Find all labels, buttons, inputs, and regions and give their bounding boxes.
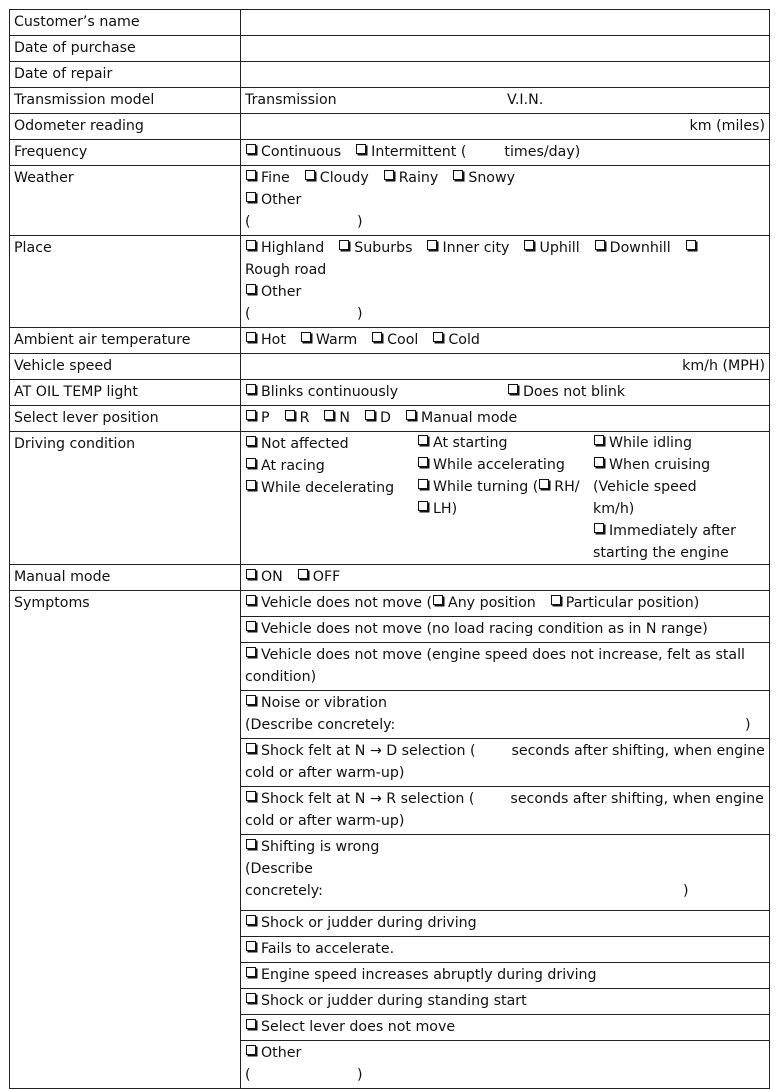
option-downhill[interactable]: Downhill [594,240,671,256]
option-r[interactable]: R [284,410,310,426]
option-immediately-after-line2: starting the engine [593,545,729,561]
symptom-1[interactable]: Vehicle does not move ( Any position Particular position) [241,591,769,617]
option-suburbs[interactable]: Suburbs [338,240,412,256]
symptom-8[interactable]: Shock or judder during driving [241,911,769,937]
checkbox-icon[interactable] [384,170,394,180]
option-p[interactable]: P [245,410,270,426]
checkbox-icon[interactable] [246,569,256,579]
label-symptoms: Symptoms [10,591,241,1089]
symptom-other-blank[interactable]: ( ) [245,1067,363,1083]
option-while-decelerating[interactable]: While decelerating [245,477,413,499]
option-while-accelerating[interactable]: While accelerating [417,454,593,476]
symptom-6[interactable]: Shock felt at N → R selection ( seconds after shifting, when engine cold or after warm-up) [241,787,769,835]
option-inner-city[interactable]: Inner city [426,240,509,256]
label-driving-condition: Driving condition [10,432,241,565]
at-oil-cell [241,380,770,406]
transmission-split [241,88,769,113]
checkbox-icon[interactable] [246,915,256,925]
label-ambient: Ambient air temperature [10,328,241,354]
label-frequency: Frequency [10,140,241,166]
checkbox-icon[interactable] [246,743,256,753]
label-at-oil-temp: AT OIL TEMP light [10,380,241,406]
checkbox-icon[interactable] [246,436,256,446]
checkbox-icon[interactable] [246,621,256,631]
checkbox-icon[interactable] [285,410,295,420]
checkbox-icon[interactable] [427,240,437,250]
date-repair-field[interactable] [241,62,770,88]
option-weather-other[interactable]: Other [245,189,765,211]
checkbox-icon[interactable] [246,480,256,490]
option-hot[interactable]: Hot [245,332,286,348]
label-select-lever: Select lever position [10,406,241,432]
transmission-label: Transmission [245,92,337,108]
odometer-unit: km (miles) [689,118,765,134]
checkbox-icon[interactable] [246,595,256,605]
checkbox-icon[interactable] [365,410,375,420]
checkbox-icon[interactable] [594,523,604,533]
label-manual-mode: Manual mode [10,565,241,591]
checkbox-icon[interactable] [524,240,534,250]
checkbox-icon[interactable] [246,170,256,180]
symptom-11[interactable]: Shock or judder during standing start [241,989,769,1015]
option-rainy[interactable]: Rainy [383,170,439,186]
frequency-options [241,140,770,166]
option-cloudy[interactable]: Cloudy [304,170,369,186]
label-weather: Weather [10,166,241,236]
option-intermittent[interactable]: Intermittent ( [355,144,466,160]
label-vehicle-speed: Vehicle speed [10,354,241,380]
times-per-day-text: times/day) [504,144,581,160]
checkbox-icon[interactable] [246,332,256,342]
option-continuous[interactable]: Continuous [245,144,341,160]
option-at-racing[interactable]: At racing [245,455,413,477]
option-lh[interactable]: LH) [417,498,593,520]
checkbox-icon[interactable] [372,332,382,342]
checkbox-icon[interactable] [324,410,334,420]
checkbox-icon[interactable] [418,479,428,489]
checkbox-icon[interactable] [246,384,256,394]
customer-interview-form [9,9,770,1089]
vin-field[interactable] [503,88,769,113]
checkbox-icon[interactable] [686,240,696,250]
checkbox-icon[interactable] [539,479,549,489]
label-date-purchase: Date of purchase [10,36,241,62]
cruising-speed-note: (Vehicle speed [593,479,697,495]
manual-mode-options [241,565,770,591]
option-snowy[interactable]: Snowy [452,170,515,186]
option-highland[interactable]: Highland [245,240,324,256]
odometer-field[interactable] [241,114,770,140]
symptom-7-describe[interactable]: concretely: ) [245,883,689,899]
checkbox-icon[interactable] [356,144,366,154]
checkbox-icon[interactable] [246,144,256,154]
at-oil-split [241,380,769,405]
option-on[interactable]: ON [245,569,283,585]
label-date-repair: Date of repair [10,62,241,88]
option-rough-road-box[interactable] [685,240,701,256]
checkbox-icon[interactable] [406,410,416,420]
checkbox-icon[interactable] [595,240,605,250]
checkbox-icon[interactable] [453,170,463,180]
checkbox-icon[interactable] [433,332,443,342]
driving-col-1 [241,432,417,564]
option-place-other[interactable]: Other [245,281,765,303]
option-not-affected[interactable]: Not affected [245,433,413,455]
transmission-field[interactable] [241,88,503,113]
symptom-5[interactable]: Shock felt at N → D selection ( seconds after shifting, when engine cold or after warm-up) [241,739,769,787]
option-at-starting[interactable]: At starting [417,432,593,454]
vehicle-speed-field[interactable] [241,354,770,380]
transmission-model-cell [241,88,770,114]
option-while-turning[interactable]: While turning ( RH/ [417,476,593,498]
symptom-4-describe[interactable]: (Describe concretely: ) [245,717,751,733]
ambient-options [241,328,770,354]
option-d[interactable]: D [364,410,391,426]
checkbox-icon[interactable] [594,457,604,467]
symptom-4[interactable]: Noise or vibration (Describe concretely: ) [241,691,769,739]
label-odometer: Odometer reading [10,114,241,140]
option-warm[interactable]: Warm [300,332,357,348]
checkbox-icon[interactable] [418,457,428,467]
vin-label: V.I.N. [507,92,544,108]
cruising-speed-unit: km/h) [593,501,635,517]
symptom-12[interactable]: Select lever does not move [241,1015,769,1041]
option-manual-mode[interactable]: Manual mode [405,410,517,426]
weather-options [241,166,770,236]
place-options [241,236,770,328]
weather-other-blank[interactable]: ( ) [245,214,363,230]
checkbox-icon[interactable] [433,595,443,605]
checkbox-icon[interactable] [246,695,256,705]
checkbox-icon[interactable] [418,435,428,445]
option-when-cruising[interactable]: When cruising [593,454,769,476]
driving-condition-grid [241,432,769,564]
checkbox-icon[interactable] [246,647,256,657]
checkbox-icon[interactable] [246,458,256,468]
symptom-3[interactable]: Vehicle does not move (engine speed does not increase, felt as stall condition) [241,643,769,691]
label-customer-name: Customer’s name [10,10,241,36]
checkbox-icon[interactable] [246,284,256,294]
checkbox-icon[interactable] [246,967,256,977]
checkbox-icon[interactable] [246,839,256,849]
checkbox-icon[interactable] [508,384,518,394]
symptoms-cell [241,591,770,1089]
option-n[interactable]: N [323,410,350,426]
label-transmission-model: Transmission model [10,88,241,114]
driving-col-2 [417,432,593,564]
symptom-13[interactable]: Other ( ) [241,1041,769,1089]
place-other-blank[interactable]: ( ) [245,306,363,322]
option-fine[interactable]: Fine [245,170,290,186]
option-cool[interactable]: Cool [371,332,418,348]
option-uphill[interactable]: Uphill [523,240,579,256]
checkbox-icon[interactable] [305,170,315,180]
customer-name-field[interactable] [241,10,770,36]
symptom-7[interactable]: Shifting is wrong (Describe concretely: ) [241,835,769,911]
checkbox-icon[interactable] [551,595,561,605]
checkbox-icon[interactable] [246,1019,256,1029]
symptom-9[interactable]: Fails to accelerate. [241,937,769,963]
date-purchase-field[interactable] [241,36,770,62]
checkbox-icon[interactable] [301,332,311,342]
checkbox-icon[interactable] [594,435,604,445]
checkbox-icon[interactable] [298,569,308,579]
checkbox-icon[interactable] [246,791,256,801]
driving-col-3 [593,432,769,564]
checkbox-icon[interactable] [246,240,256,250]
label-place: Place [10,236,241,328]
select-lever-options [241,406,770,432]
checkbox-icon[interactable] [246,410,256,420]
option-off[interactable]: OFF [297,569,341,585]
checkbox-icon[interactable] [246,1045,256,1055]
checkbox-icon[interactable] [418,501,428,511]
option-while-idling[interactable]: While idling [593,432,769,454]
driving-condition-cell [241,432,770,565]
symptom-2[interactable]: Vehicle does not move (no load racing condition as in N range) [241,617,769,643]
option-not-blink[interactable]: Does not blink [503,380,769,405]
option-immediately-after[interactable]: Immediately after [593,520,769,542]
symptoms-list [241,591,769,1088]
option-rough-road[interactable]: Rough road [245,262,327,278]
option-cold[interactable]: Cold [432,332,480,348]
checkbox-icon[interactable] [339,240,349,250]
checkbox-icon[interactable] [246,993,256,1003]
symptom-10[interactable]: Engine speed increases abruptly during driving [241,963,769,989]
checkbox-icon[interactable] [246,192,256,202]
checkbox-icon[interactable] [246,941,256,951]
speed-unit: km/h (MPH) [682,358,765,374]
option-blinks[interactable]: Blinks continuously [241,380,503,405]
